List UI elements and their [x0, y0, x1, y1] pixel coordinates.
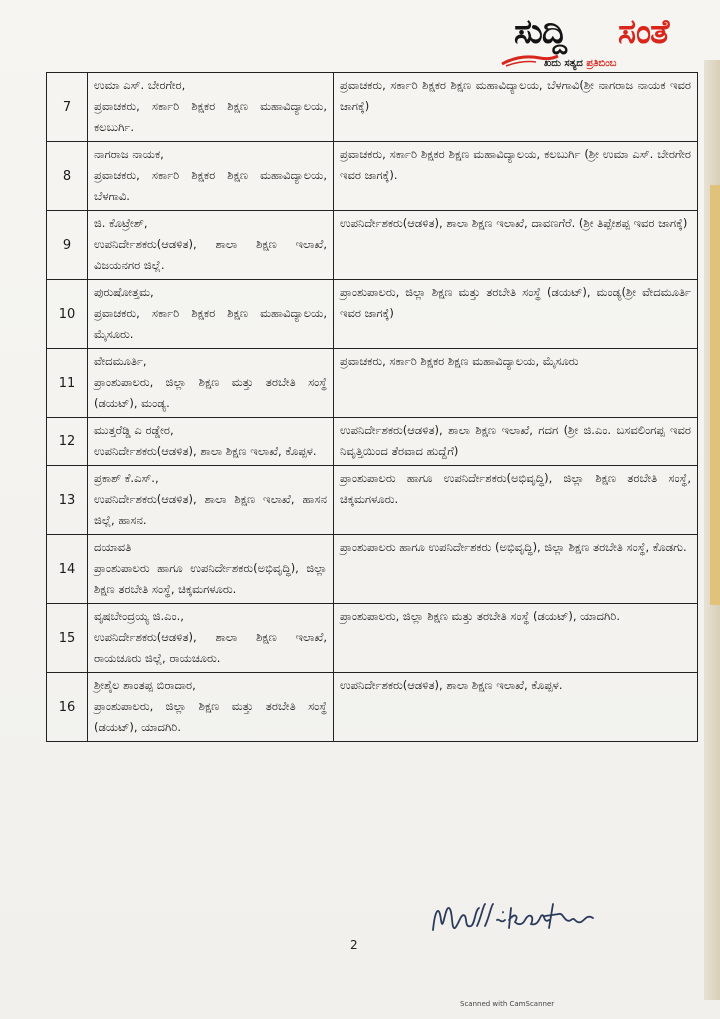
serial-number: 15 [47, 604, 88, 673]
officer-name: ನಾಗರಾಜ ನಾಯಕ, [94, 147, 164, 161]
officer-cell [88, 211, 334, 280]
new-post: ಪ್ರವಾಚಕರು, ಸರ್ಕಾರಿ ಶಿಕ್ಷಕರ ಶಿಕ್ಷಣ ಮಹಾವಿದ್ಯಾಲಯ, ಮೈಸೂರು [340, 354, 579, 368]
officer-cell [88, 73, 334, 142]
serial-number: 10 [47, 280, 88, 349]
current-post: ಪ್ರವಾಚಕರು, ಸರ್ಕಾರಿ ಶಿಕ್ಷಕರ ಶಿಕ್ಷಣ ಮಹಾವಿದ್ಯಾಲಯ, ಮೈಸೂರು. [94, 306, 327, 341]
new-posting-cell [334, 604, 698, 673]
table-row [47, 211, 698, 280]
new-post: ಉಪನಿರ್ದೇಶಕರು(ಆಡಳಿತ), ಶಾಲಾ ಶಿಕ್ಷಣ ಇಲಾಖೆ, ದಾವಣಗೆರೆ. (ಶ್ರೀ ತಿಪ್ಪೇಶಪ್ಪ ಇವರ ಜಾಗಕ್ಕೆ) [340, 216, 688, 230]
officer-name: ವೃಷಬೇಂದ್ರಯ್ಯ ಜಿ.ಎಂ., [94, 609, 184, 623]
new-posting-cell [334, 418, 698, 466]
new-post: ಪ್ರವಾಚಕರು, ಸರ್ಕಾರಿ ಶಿಕ್ಷಕರ ಶಿಕ್ಷಣ ಮಹಾವಿದ್ಯಾಲಯ, ಬೆಳಗಾವಿ(ಶ್ರೀ ನಾಗರಾಜ ನಾಯಕ ಇವರ ಜಾಗಕ್ಕೆ) [340, 78, 691, 113]
masthead-title-part1: ಸುದ್ದಿ [514, 12, 566, 52]
serial-number: 14 [47, 535, 88, 604]
officer-name: ವೇದಮೂರ್ತಿ, [94, 354, 147, 368]
serial-number: 13 [47, 466, 88, 535]
current-post: ಪ್ರಾಂಶುಪಾಲರು, ಜಿಲ್ಲಾ ಶಿಕ್ಷಣ ಮತ್ತು ತರಬೇತಿ ಸಂಸ್ಥೆ (ಡಯಟ್), ಯಾದಗಿರಿ. [94, 699, 327, 734]
officer-cell [88, 604, 334, 673]
masthead-tagline [544, 58, 616, 69]
officer-cell [88, 349, 334, 418]
table-row [47, 535, 698, 604]
current-post: ಉಪನಿರ್ದೇಶಕರು(ಆಡಳಿತ), ಶಾಲಾ ಶಿಕ್ಷಣ ಇಲಾಖೆ, ಹಾಸನ ಜಿಲ್ಲೆ, ಹಾಸನ. [94, 492, 327, 527]
officer-name: ಜಿ. ಕೊಟ್ರೇಶ್, [94, 216, 148, 230]
new-posting-cell [334, 535, 698, 604]
current-post: ಉಪನಿರ್ದೇಶಕರು(ಆಡಳಿತ), ಶಾಲಾ ಶಿಕ್ಷಣ ಇಲಾಖೆ, ವಿಜಯನಗರ ಜಿಲ್ಲೆ. [94, 237, 327, 272]
current-post: ಉಪನಿರ್ದೇಶಕರು(ಆಡಳಿತ), ಶಾಲಾ ಶಿಕ್ಷಣ ಇಲಾಖೆ, ರಾಯಚೂರು ಜಿಲ್ಲೆ, ರಾಯಚೂರು. [94, 630, 327, 665]
table-row [47, 142, 698, 211]
scanner-footer: Scanned with CamScanner [460, 1000, 555, 1008]
masthead-tagline-part1: ಖದು ಸತ್ಯದ [544, 58, 583, 69]
table-row [47, 604, 698, 673]
officer-name: ಶ್ರೀಶೈಲ ಶಾಂತಪ್ಪ ಬಿರಾದಾರ, [94, 678, 196, 692]
table-row [47, 280, 698, 349]
table-row [47, 673, 698, 742]
page-edge-paper [710, 185, 720, 605]
new-post: ಪ್ರಾಂಶುಪಾಲರು ಹಾಗೂ ಉಪನಿರ್ದೇಶಕರು(ಅಭಿವೃದ್ಧಿ), ಜಿಲ್ಲಾ ಶಿಕ್ಷಣ ತರಬೇತಿ ಸಂಸ್ಥೆ, ಚಿಕ್ಕಮಗಳೂರು. [340, 471, 691, 506]
new-post: ಪ್ರವಾಚಕರು, ಸರ್ಕಾರಿ ಶಿಕ್ಷಕರ ಶಿಕ್ಷಣ ಮಹಾವಿದ್ಯಾಲಯ, ಕಲಬುರ್ಗಿ (ಶ್ರೀ ಉಮಾ ಎಸ್. ಬೇರಗೇರ ಇವರ ಜಾಗಕ್ಕೆ). [340, 147, 691, 182]
masthead-logo [500, 12, 718, 74]
officer-name: ದಯಾವತಿ [94, 540, 132, 554]
transfer-table [46, 72, 698, 742]
officer-cell [88, 142, 334, 211]
new-posting-cell [334, 142, 698, 211]
officer-name: ಮುತ್ತರೆಡ್ಡಿ ಎ ರಡ್ಡೇರ, [94, 423, 174, 437]
serial-number: 9 [47, 211, 88, 280]
new-posting-cell [334, 673, 698, 742]
table-row [47, 466, 698, 535]
serial-number: 8 [47, 142, 88, 211]
masthead-tagline-part2: ಪ್ರತಿಬಿಂಬ [586, 58, 617, 69]
current-post: ಪ್ರಾಂಶುಪಾಲರು ಹಾಗೂ ಉಪನಿರ್ದೇಶಕರು(ಅಭಿವೃದ್ಧಿ), ಜಿಲ್ಲಾ ಶಿಕ್ಷಣ ತರಬೇತಿ ಸಂಸ್ಥೆ, ಚಿಕ್ಕಮಗಳೂರು. [94, 561, 327, 596]
serial-number: 16 [47, 673, 88, 742]
officer-cell [88, 418, 334, 466]
officer-cell [88, 466, 334, 535]
officer-name: ಉಮಾ ಎಸ್. ಬೇರಗೇರ, [94, 78, 186, 92]
officer-cell [88, 535, 334, 604]
officer-name: ಪ್ರಕಾಶ್ ಕೆ.ಎಸ್., [94, 471, 159, 485]
current-post: ಪ್ರಾಂಶುಪಾಲರು, ಜಿಲ್ಲಾ ಶಿಕ್ಷಣ ಮತ್ತು ತರಬೇತಿ ಸಂಸ್ಥೆ (ಡಯಟ್), ಮಂಡ್ಯ. [94, 375, 327, 410]
new-posting-cell [334, 73, 698, 142]
new-posting-cell [334, 466, 698, 535]
current-post: ಪ್ರವಾಚಕರು, ಸರ್ಕಾರಿ ಶಿಕ್ಷಕರ ಶಿಕ್ಷಣ ಮಹಾವಿದ್ಯಾಲಯ, ಕಲಬುರ್ಗಿ. [94, 99, 327, 134]
current-post: ಪ್ರವಾಚಕರು, ಸರ್ಕಾರಿ ಶಿಕ್ಷಕರ ಶಿಕ್ಷಣ ಮಹಾವಿದ್ಯಾಲಯ, ಬೆಳಗಾವಿ. [94, 168, 327, 203]
page-number: 2 [350, 938, 358, 952]
transfer-table-body [47, 73, 698, 742]
serial-number: 7 [47, 73, 88, 142]
serial-number: 11 [47, 349, 88, 418]
officer-name: ಪುರುಷೋತ್ತಮ, [94, 285, 154, 299]
new-posting-cell [334, 280, 698, 349]
officer-cell [88, 673, 334, 742]
new-post: ಉಪನಿರ್ದೇಶಕರು(ಆಡಳಿತ), ಶಾಲಾ ಶಿಕ್ಷಣ ಇಲಾಖೆ, ಗದಗ (ಶ್ರೀ ಜಿ.ಎಂ. ಬಸವಲಿಂಗಪ್ಪ ಇವರ ನಿವೃತ್ತಿಯಿಂದ ತೆರವಾದ ಹುದ್ದೆಗೆ) [340, 423, 691, 458]
new-post: ಪ್ರಾಂಶುಪಾಲರು ಹಾಗೂ ಉಪನಿರ್ದೇಶಕರು (ಅಭಿವೃದ್ಧಿ), ಜಿಲ್ಲಾ ಶಿಕ್ಷಣ ತರಬೇತಿ ಸಂಸ್ಥೆ, ಕೊಡಗು. [340, 540, 687, 554]
serial-number: 12 [47, 418, 88, 466]
new-posting-cell [334, 349, 698, 418]
new-posting-cell [334, 211, 698, 280]
table-row [47, 73, 698, 142]
current-post: ಉಪನಿರ್ದೇಶಕರು(ಆಡಳಿತ), ಶಾಲಾ ಶಿಕ್ಷಣ ಇಲಾಖೆ, ಕೊಪ್ಪಳ. [94, 444, 317, 458]
masthead-title-part2: ಸಂತೆ [618, 12, 669, 52]
table-row [47, 349, 698, 418]
officer-cell [88, 280, 334, 349]
new-post: ಪ್ರಾಂಶುಪಾಲರು, ಜಿಲ್ಲಾ ಶಿಕ್ಷಣ ಮತ್ತು ತರಬೇತಿ ಸಂಸ್ಥೆ (ಡಯಟ್), ಯಾದಗಿರಿ. [340, 609, 620, 623]
new-post: ಉಪನಿರ್ದೇಶಕರು(ಆಡಳಿತ), ಶಾಲಾ ಶಿಕ್ಷಣ ಇಲಾಖೆ, ಕೊಪ್ಪಳ. [340, 678, 563, 692]
signature [425, 890, 625, 950]
table-row [47, 418, 698, 466]
new-post: ಪ್ರಾಂಶುಪಾಲರು, ಜಿಲ್ಲಾ ಶಿಕ್ಷಣ ಮತ್ತು ತರಬೇತಿ ಸಂಸ್ಥೆ (ಡಯಟ್), ಮಂಡ್ಯ(ಶ್ರೀ ವೇದಮೂರ್ತಿ ಇವರ ಜಾಗಕ್ಕೆ) [340, 285, 691, 320]
